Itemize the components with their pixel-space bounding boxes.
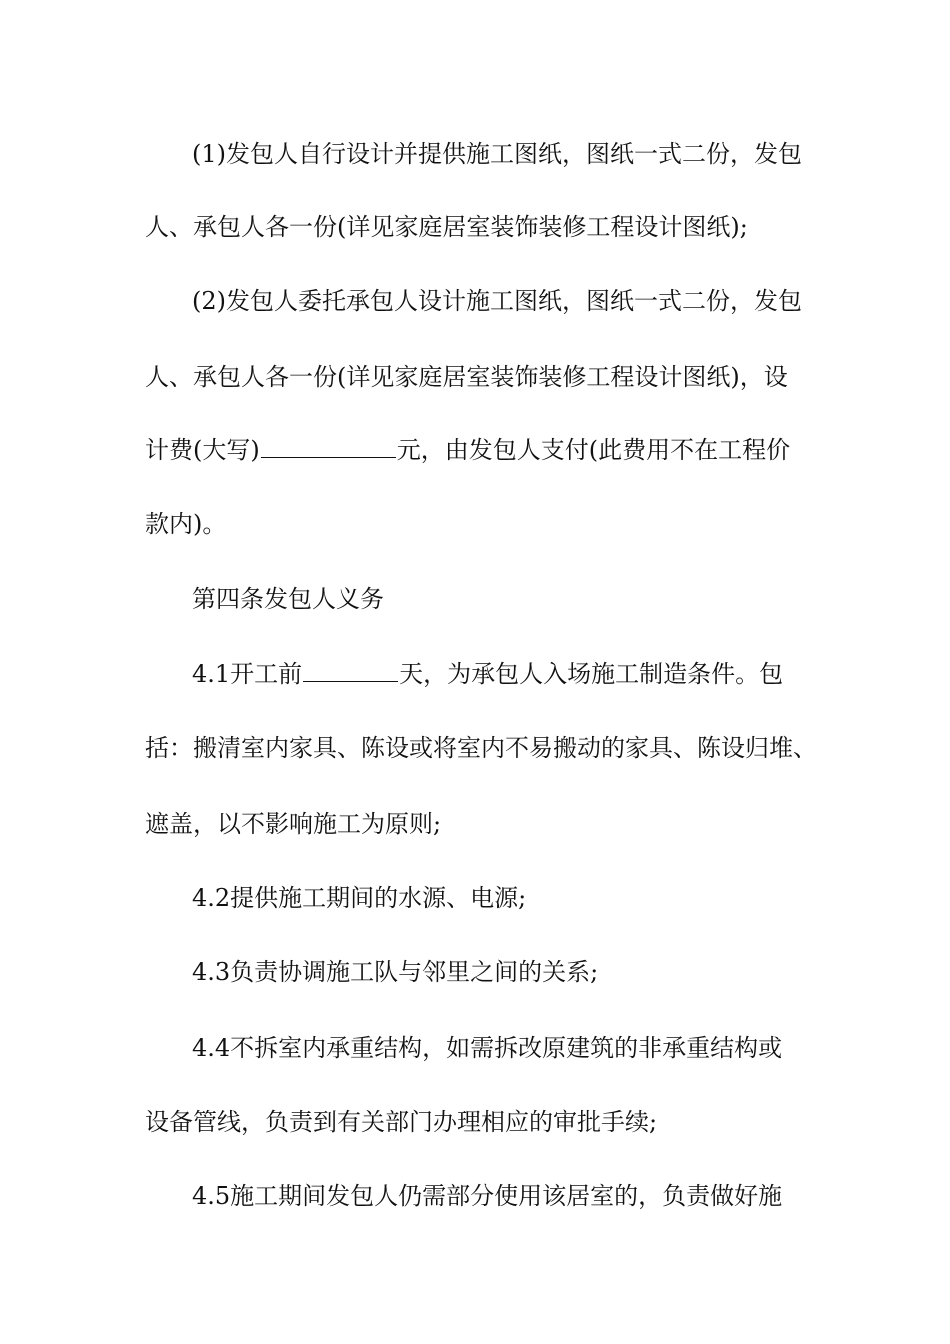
item-4-3: 4.3负责协调施工队与邻里之间的关系; <box>192 958 599 986</box>
design-fee-text: 元，由发包人支付(此费用不在工程价 <box>396 436 791 464</box>
days-blank <box>303 661 398 682</box>
paragraph-line-2: 人、承包人各一份(详见家庭居室装饰装修工程设计图纸); <box>145 213 748 241</box>
item-4-4-line-1: 4.4不拆室内承重结构，如需拆改原建筑的非承重结构或 <box>192 1034 783 1062</box>
paragraph-line-6: 款内)。 <box>145 510 227 538</box>
paragraph-line-4: 人、承包人各一份(详见家庭居室装饰装修工程设计图纸)，设 <box>145 363 788 391</box>
paragraph-line-1: (1)发包人自行设计并提供施工图纸，图纸一式二份，发包 <box>192 140 802 168</box>
design-fee-label: 计费(大写) <box>145 436 260 464</box>
design-fee-blank <box>261 437 396 458</box>
item-4-4-line-2: 设备管线，负责到有关部门办理相应的审批手续; <box>145 1108 658 1136</box>
paragraph-line-3: (2)发包人委托承包人设计施工图纸，图纸一式二份，发包 <box>192 287 802 315</box>
item-4-1-text: 天，为承包人入场施工制造条件。包 <box>399 660 784 688</box>
item-4-5-line-1: 4.5施工期间发包人仍需部分使用该居室的，负责做好施 <box>192 1182 783 1210</box>
paragraph-line-8: 括：搬清室内家具、陈设或将室内不易搬动的家具、陈设归堆、 <box>145 734 817 762</box>
paragraph-line-5 <box>145 435 810 465</box>
section-heading: 第四条发包人义务 <box>192 585 384 613</box>
item-4-2: 4.2提供施工期间的水源、电源; <box>192 884 527 912</box>
paragraph-line-7 <box>192 659 857 689</box>
item-4-1-label: 4.1开工前 <box>192 660 303 688</box>
paragraph-line-9: 遮盖，以不影响施工为原则; <box>145 810 442 838</box>
